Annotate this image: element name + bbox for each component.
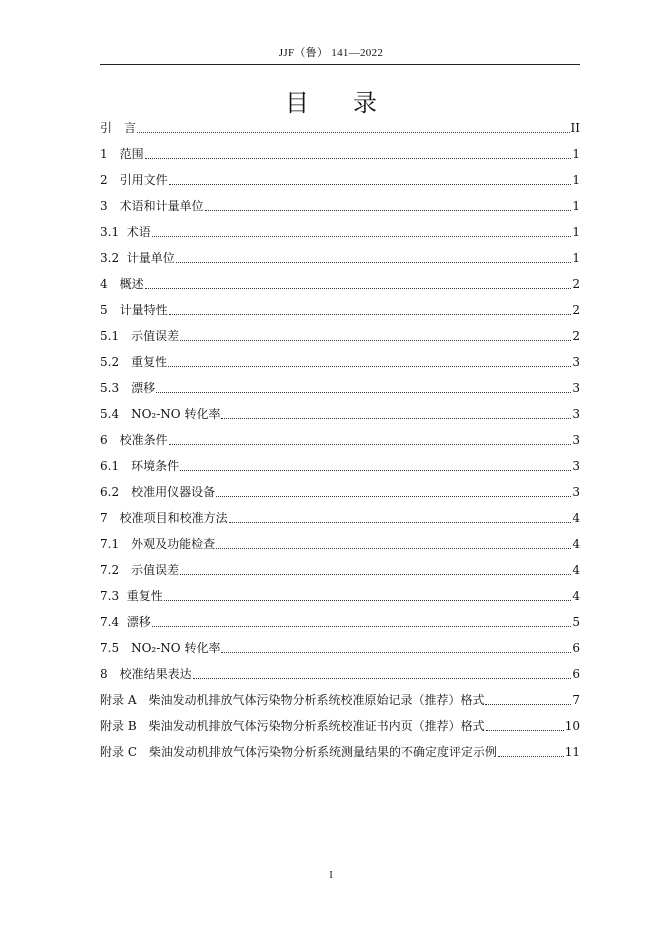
toc-entry-label: 5.1 示值误差 [100,329,180,343]
toc-entry-page: 3 [572,459,580,473]
toc-entry[interactable] [100,167,580,193]
toc-leader-dots [176,262,572,263]
toc-entry-page: 6 [572,667,580,681]
toc-entry-label: 7.5 NO₂-NO 转化率 [100,641,221,655]
toc-leader-dots [485,704,571,705]
toc-entry[interactable] [100,375,580,401]
toc-entry-page: 1 [572,251,580,265]
toc-entry[interactable] [100,739,580,765]
toc-entry-label: 8 校准结果表达 [100,667,192,681]
toc-entry-page: 4 [572,563,580,577]
toc-leader-dots [169,444,572,445]
table-of-contents [100,115,580,765]
toc-entry-page: 3 [572,381,580,395]
toc-entry-label: 6 校准条件 [100,433,168,447]
toc-entry-page: II [570,121,580,135]
toc-entry[interactable] [100,661,580,687]
toc-entry-page: 4 [572,537,580,551]
toc-leader-dots [152,626,572,627]
toc-leader-dots [221,418,571,419]
toc-leader-dots [498,756,564,757]
toc-entry-label: 6.2 校准用仪器设备 [100,485,216,499]
toc-entry-label: 附录 B 柴油发动机排放气体污染物分析系统校准证书内页（推荐）格式 [100,719,485,733]
toc-entry[interactable] [100,687,580,713]
toc-entry[interactable] [100,635,580,661]
toc-leader-dots [216,548,571,549]
toc-entry-page: 3 [572,433,580,447]
toc-entry-label: 5.4 NO₂-NO 转化率 [100,407,221,421]
page-number: I [329,870,333,881]
toc-entry-page: 1 [572,147,580,161]
toc-entry[interactable] [100,115,580,141]
toc-entry[interactable] [100,141,580,167]
toc-entry-label: 7.4 漂移 [100,615,151,629]
toc-entry-page: 4 [572,511,580,525]
toc-entry-label: 5.2 重复性 [100,355,168,369]
toc-entry-page: 6 [572,641,580,655]
toc-entry[interactable] [100,323,580,349]
toc-entry-page: 3 [572,407,580,421]
toc-entry-label: 5 计量特性 [100,303,168,317]
toc-entry-label: 7.1 外观及功能检查 [100,537,216,551]
toc-entry-label: 5.3 漂移 [100,381,156,395]
toc-entry-label: 3.1 术语 [100,225,151,239]
toc-leader-dots [169,314,572,315]
toc-entry[interactable] [100,557,580,583]
toc-entry-page: 1 [572,173,580,187]
toc-entry[interactable] [100,297,580,323]
toc-entry-page: 7 [572,693,580,707]
toc-entry-page: 10 [564,719,580,733]
toc-entry-page: 1 [572,225,580,239]
toc-leader-dots [145,288,572,289]
toc-leader-dots [180,574,571,575]
page-title: 目录 [285,89,421,117]
toc-leader-dots [216,496,571,497]
toc-leader-dots [180,470,571,471]
toc-leader-dots [221,652,571,653]
toc-entry-page: 2 [572,303,580,317]
toc-leader-dots [152,236,572,237]
toc-leader-dots [486,730,564,731]
toc-entry[interactable] [100,531,580,557]
toc-entry-label: 6.1 环境条件 [100,459,180,473]
toc-entry-label: 引 言 [100,121,137,135]
toc-entry[interactable] [100,505,580,531]
toc-leader-dots [169,184,572,185]
toc-entry-label: 7 校准项目和校准方法 [100,511,228,525]
toc-entry-label: 7.3 重复性 [100,589,163,603]
toc-leader-dots [156,392,571,393]
toc-leader-dots [205,210,572,211]
toc-entry-label: 4 概述 [100,277,144,291]
toc-leader-dots [193,678,572,679]
toc-entry-label: 附录 C 柴油发动机排放气体污染物分析系统测量结果的不确定度评定示例 [100,745,497,759]
toc-entry[interactable] [100,349,580,375]
toc-entry-page: 5 [572,615,580,629]
toc-entry-label: 3 术语和计量单位 [100,199,204,213]
toc-entry[interactable] [100,245,580,271]
toc-entry-page: 2 [572,329,580,343]
toc-entry[interactable] [100,609,580,635]
toc-entry[interactable] [100,219,580,245]
toc-entry-page: 1 [572,199,580,213]
toc-entry[interactable] [100,453,580,479]
toc-leader-dots [145,158,572,159]
document-header-code: JJF（鲁） 141—2022 [278,47,384,59]
toc-entry-label: 1 范围 [100,147,144,161]
toc-leader-dots [164,600,572,601]
toc-entry[interactable] [100,713,580,739]
toc-entry[interactable] [100,427,580,453]
toc-leader-dots [229,522,572,523]
toc-leader-dots [180,340,571,341]
toc-leader-dots [168,366,571,367]
toc-entry[interactable] [100,193,580,219]
toc-entry-page: 4 [572,589,580,603]
toc-entry-label: 7.2 示值误差 [100,563,180,577]
toc-entry-page: 3 [572,355,580,369]
toc-entry-page: 3 [572,485,580,499]
toc-entry-page: 2 [572,277,580,291]
toc-entry[interactable] [100,271,580,297]
toc-leader-dots [137,132,570,133]
toc-entry-page: 11 [564,745,580,759]
toc-entry[interactable] [100,583,580,609]
toc-entry[interactable] [100,479,580,505]
toc-entry-label: 2 引用文件 [100,173,168,187]
toc-entry-label: 附录 A 柴油发动机排放气体污染物分析系统校准原始记录（推荐）格式 [100,693,485,707]
toc-entry[interactable] [100,401,580,427]
toc-entry-label: 3.2 计量单位 [100,251,175,265]
header-rule [100,64,580,65]
